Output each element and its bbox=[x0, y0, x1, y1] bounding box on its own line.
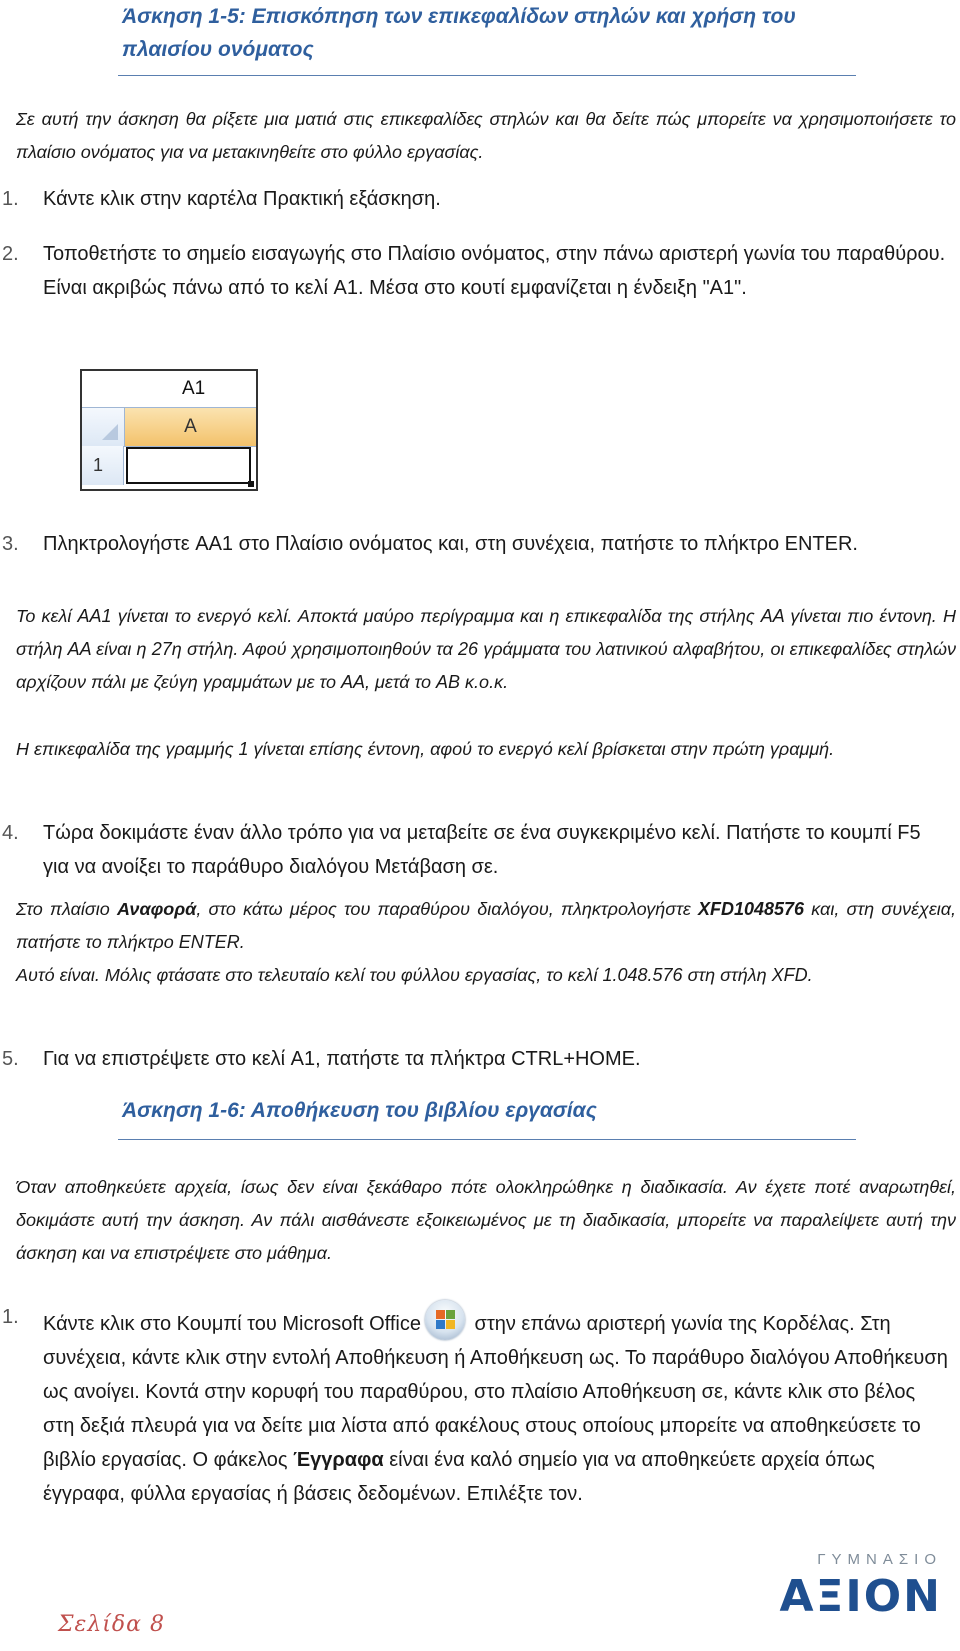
step-4 bbox=[0, 816, 950, 884]
heading-underline bbox=[118, 1139, 856, 1140]
corner-triangle-icon bbox=[102, 424, 118, 440]
exercise-1-6-heading: Άσκηση 1-6: Αποθήκευση του βιβλίου εργασίας bbox=[122, 1099, 597, 1122]
step-number: 3. bbox=[2, 533, 19, 555]
office-button-icon bbox=[425, 1300, 465, 1340]
note-text: , στο κάτω μέρος του παραθύρου διαλόγου, πληκτρολογήστε bbox=[196, 899, 698, 919]
heading-line-1: Άσκηση 1-5: Επισκόπηση των επικεφαλίδων στηλών και χρήση του bbox=[122, 5, 796, 28]
exercise-1-5-heading bbox=[122, 0, 857, 66]
step-text: Κάντε κλικ στην καρτέλα Πρακτική εξάσκηση. bbox=[43, 188, 441, 210]
note-text: και, στη συνέχεια, πατήστε το πλήκτρο ENTER. bbox=[16, 899, 957, 952]
step-3 bbox=[0, 527, 950, 561]
heading-underline bbox=[118, 75, 856, 76]
column-header-row bbox=[82, 407, 256, 447]
note-bold-reference: Αναφορά bbox=[116, 899, 197, 919]
step-number: 5. bbox=[2, 1048, 19, 1070]
step-number: 1. bbox=[2, 1306, 19, 1328]
note-text: Στο πλαίσιο bbox=[16, 899, 117, 919]
step-number: 2. bbox=[2, 243, 19, 265]
active-cell-a1 bbox=[126, 447, 251, 484]
step-2 bbox=[0, 237, 950, 305]
step-text-part: στην επάνω αριστερή γωνία της Κορδέλας. Στη συνέχεια, κάντε κλικ στην εντολή Αποθήκευση ή Αποθήκευση ως. Το παράθυρο διαλόγου Αποθήκευση ως ανοίγει. Κοντά στην κορυφή του παραθύρου, στο πλαίσιο Αποθήκευση σε, κάντε κλικ στο βέλος στη δεξιά πλευρά για να δείτε μια λίστα από φακέλους στους οποίους μπορείτε να αποθηκεύσετε το βιβλίο εργασίας. Ο φάκελος bbox=[43, 1313, 948, 1471]
name-box bbox=[82, 371, 256, 407]
select-all-corner bbox=[82, 408, 125, 446]
step-5 bbox=[0, 1042, 950, 1076]
exercise-1-6-intro: Όταν αποθηκεύετε αρχεία, ίσως δεν είναι ξεκάθαρο πότε ολοκληρώθηκε η διαδικασία. Αν έχετε ποτέ αναρωτηθεί, δοκιμάστε αυτή την άσκηση. Αν πάλι αισθάνεστε εξοικειωμένος με τη διαδικασία, μπορείτε να παραλείψετε αυτή την άσκηση και να επιστρέψετε στο μάθημα. bbox=[16, 1177, 956, 1263]
step-text: Τοποθετήστε το σημείο εισαγωγής στο Πλαίσιο ονόματος, στην πάνω αριστερή γωνία του παραθύρου. Είναι ακριβώς πάνω από το κελί A1. Μέσα στο κουτί εμφανίζεται η ένδειξη "A1". bbox=[43, 243, 946, 299]
note-bold-cell: XFD1048576 bbox=[697, 899, 805, 919]
step-3-note-a: Το κελί AA1 γίνεται το ενεργό κελί. Αποκτά μαύρο περίγραμμα και η επικεφαλίδα της στήλης AA γίνεται πιο έντονη. Η στήλη AA είναι η 27η στήλη. Αφού χρησιμοποιηθούν τα 26 γράμματα του λατινικού αλφαβήτου, οι επικεφαλίδες στηλών αρχίζουν πάλι με ζεύγη γραμμάτων με το AA, μετά το AB κ.ο.κ. bbox=[16, 606, 956, 692]
column-header-a: A bbox=[125, 408, 256, 446]
step-4-note-b: Αυτό είναι. Μόλις φτάσατε στο τελευταίο κελί του φύλλου εργασίας, το κελί 1.048.576 στη στήλη XFD. bbox=[16, 965, 813, 985]
exercise-1-5-intro: Σε αυτή την άσκηση θα ρίξετε μια ματιά στις επικεφαλίδες στηλών και θα δείτε πώς μπορείτε να χρησιμοποιήσετε το πλαίσιο ονόματος για να μετακινηθείτε στο φύλλο εργασίας. bbox=[16, 109, 956, 162]
heading-line-2: πλαισίου ονόματος bbox=[122, 38, 314, 61]
step-text: Πληκτρολογήστε AA1 στο Πλαίσιο ονόματος και, στη συνέχεια, πατήστε το πλήκτρο ENTER. bbox=[43, 533, 858, 555]
page-number: Σελίδα 8 bbox=[58, 1612, 166, 1637]
step-1 bbox=[0, 182, 950, 216]
documents-folder-bold: Έγγραφα bbox=[293, 1449, 384, 1471]
school-logo bbox=[779, 1551, 942, 1641]
step-3-note-b: Η επικεφαλίδα της γραμμής 1 γίνεται επίσης έντονη, αφού το ενεργό κελί βρίσκεται στην πρώτη γραμμή. bbox=[16, 739, 835, 759]
step-number: 4. bbox=[2, 822, 19, 844]
fill-handle bbox=[248, 481, 254, 487]
name-box-value: A1 bbox=[182, 378, 206, 399]
step-text-part: Κάντε κλικ στο Κουμπί του Microsoft Office bbox=[43, 1313, 421, 1335]
step-text: Για να επιστρέψετε στο κελί A1, πατήστε τα πλήκτρα CTRL+HOME. bbox=[43, 1048, 641, 1070]
logo-subtitle: ΓΥΜΝΑΣΙΟ bbox=[817, 1551, 942, 1568]
step-text bbox=[43, 1300, 950, 1511]
logo-wordmark: ΑΞΙΟΝ bbox=[779, 1571, 942, 1622]
name-box-screenshot bbox=[80, 369, 258, 491]
row-header-1: 1 bbox=[82, 446, 124, 485]
step-text-part: είναι ένα καλό σημείο για να αποθηκεύετε αρχεία όπως έγγραφα, φύλλα εργασίας ή βάσεις δεδομένων. Επιλέξτε τον. bbox=[43, 1449, 875, 1505]
step-text: Τώρα δοκιμάστε έναν άλλο τρόπο για να μεταβείτε σε ένα συγκεκριμένο κελί. Πατήστε το κουμπί F5 για να ανοίξει το παράθυρο διαλόγου Μετάβαση σε. bbox=[43, 822, 921, 878]
step-number: 1. bbox=[2, 188, 19, 210]
ex16-step-1 bbox=[0, 1300, 950, 1511]
step-4-note-a bbox=[16, 893, 956, 959]
